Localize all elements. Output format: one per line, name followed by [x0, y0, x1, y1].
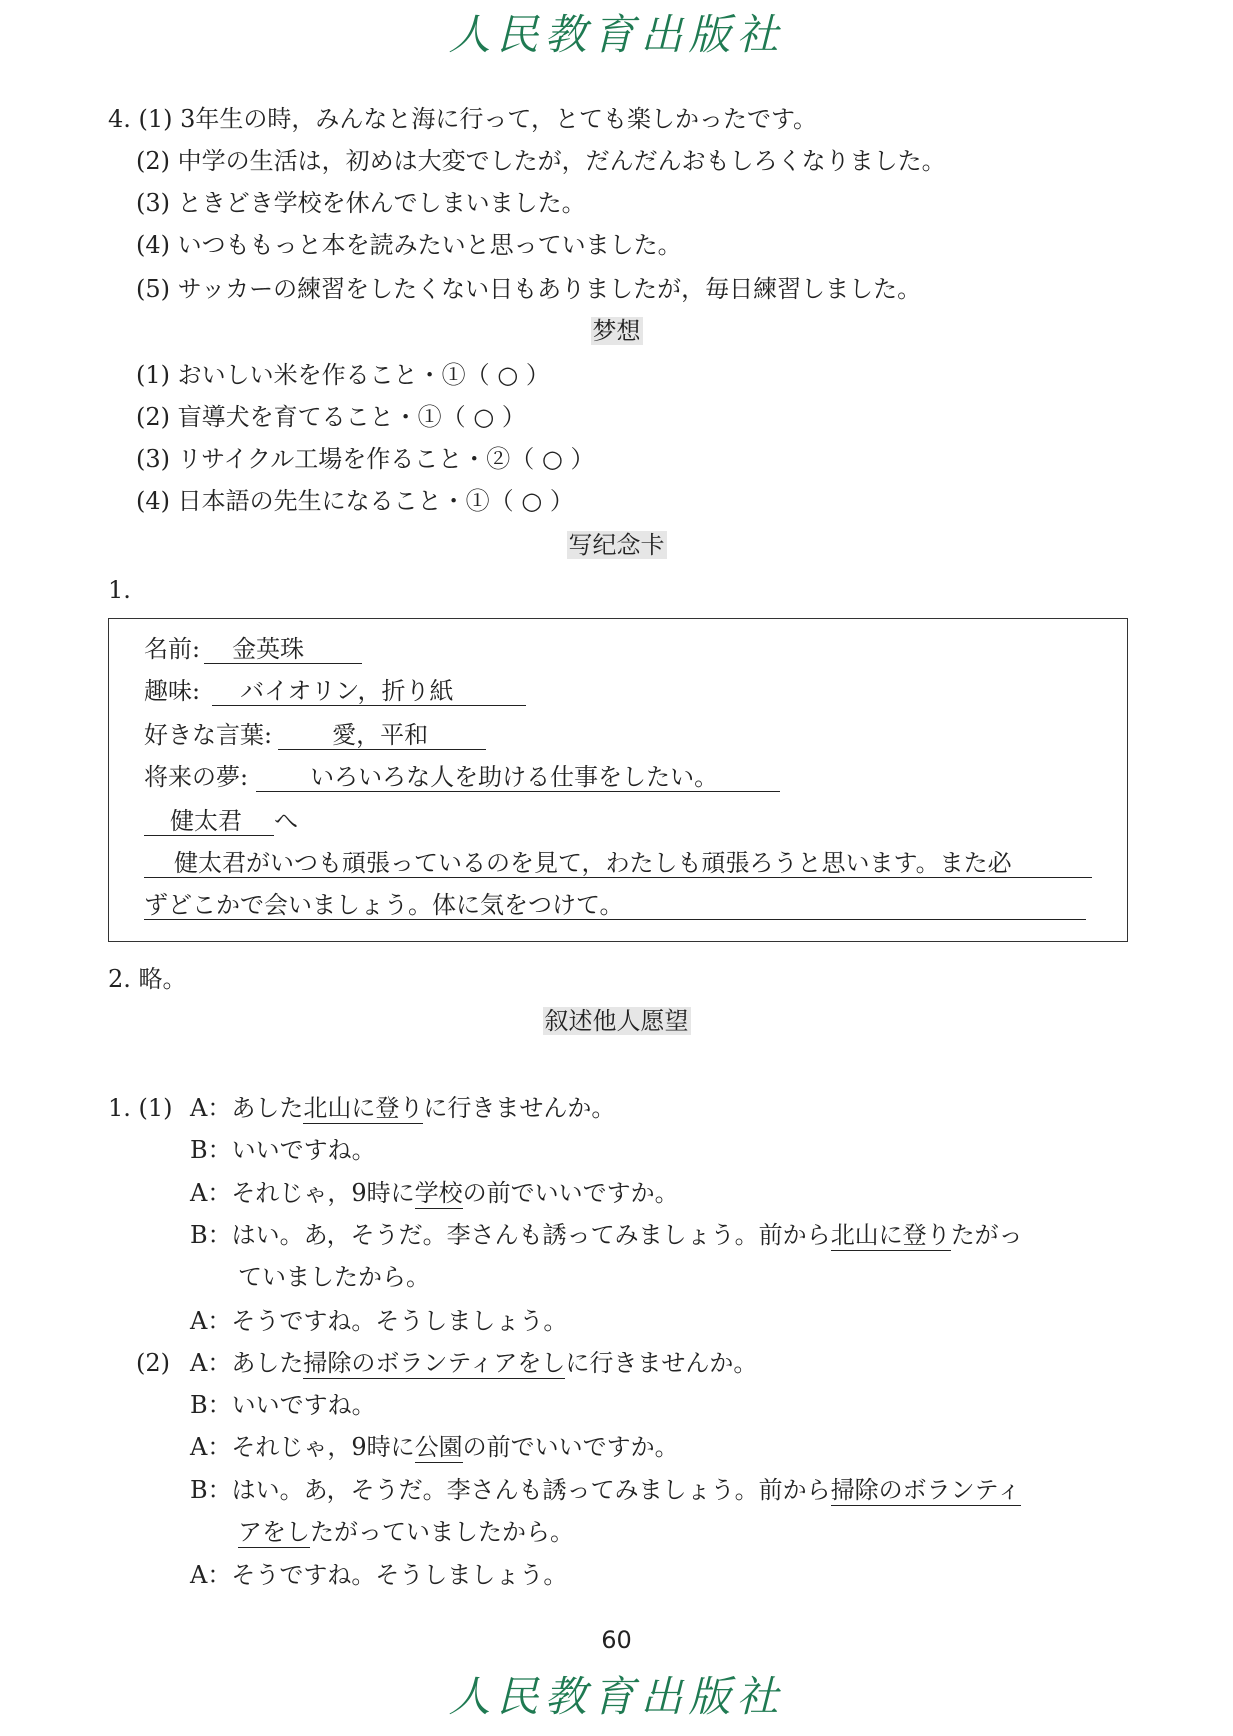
section4-item-5: (5) サッカーの練習をしたくない日もありましたが，毎日練習しました。 — [136, 275, 922, 303]
card-name-value: 金英珠 — [204, 635, 362, 664]
section4-item-1: 4. (1) 3年生の時，みんなと海に行って，とても楽しかったです。 — [108, 105, 818, 133]
card-words-row — [144, 720, 486, 750]
card-message-line-2: ずどこかで会いましょう。体に気をつけて。 — [144, 890, 1086, 920]
dialogue1-line2: B：いいですね。 — [190, 1136, 376, 1164]
card-hobby-label: 趣味: — [144, 677, 201, 705]
wish-heading: 叙述他人愿望 — [544, 1007, 689, 1035]
card-message-line-1: 健太君がいつも頑張っているのを見て，わたしも頑張ろうと思います。また必 — [144, 848, 1092, 878]
dialogue1-line1: A：あした北山に登りに行きませんか。 — [190, 1094, 616, 1122]
dialogue1-line3: A：それじゃ，9時に学校の前でいいですか。 — [190, 1179, 679, 1207]
dialogue2-number: (2) — [136, 1349, 170, 1377]
card-number-1: 1. — [108, 576, 131, 604]
dialogue1-line6: A：そうですね。そうしましょう。 — [190, 1307, 568, 1335]
section4-item-3: (3) ときどき学校を休んでしまいました。 — [136, 189, 586, 217]
dialogue2-line3: A：それじゃ，9時に公園の前でいいですか。 — [190, 1433, 679, 1461]
dialogue2-line6: A：そうですね。そうしましょう。 — [190, 1561, 568, 1589]
card-heading: 写纪念卡 — [568, 531, 665, 559]
card-hobby-value: バイオリン，折り紙 — [212, 677, 526, 706]
section4-item-2: (2) 中学の生活は，初めは大変でしたが，だんだんおもしろくなりました。 — [136, 147, 946, 175]
card-dream-value: いろいろな人を助ける仕事をしたい。 — [256, 763, 780, 792]
card-to-row — [144, 806, 298, 836]
card-name-row — [144, 634, 362, 664]
dream-item-1: (1) おいしい米を作ること・①（ ○ ） — [136, 361, 550, 389]
card-dream-row — [144, 762, 780, 792]
publisher-logo-bottom: 人民教育出版社 — [448, 1672, 785, 1721]
section4-item-4: (4) いつももっと本を読みたいと思っていました。 — [136, 231, 682, 259]
dream-item-4: (4) 日本語の先生になること・①（ ○ ） — [136, 487, 574, 515]
dialogue1-line4: B：はい。あ，そうだ。李さんも誘ってみましょう。前から北山に登りたがっ — [190, 1221, 1023, 1249]
dream-item-2: (2) 盲導犬を育てること・①（ ○ ） — [136, 403, 526, 431]
card-to-name: 健太君 — [144, 807, 274, 836]
dream-heading: 梦想 — [592, 317, 641, 345]
card-name-label: 名前: — [144, 635, 201, 663]
dream-item-3: (3) リサイクル工場を作ること・②（ ○ ） — [136, 445, 595, 473]
card-to-suffix: へ — [274, 807, 298, 835]
card-number-2: 2. 略。 — [108, 965, 187, 993]
card-dream-label: 将来の夢: — [144, 763, 249, 791]
page-number: 60 — [601, 1626, 632, 1654]
dialogue1-number: 1. (1) — [108, 1094, 173, 1122]
dialogue2-line2: B：いいですね。 — [190, 1391, 376, 1419]
card-words-label: 好きな言葉: — [144, 721, 273, 749]
card-words-value: 愛，平和 — [278, 721, 486, 750]
dialogue1-line5: ていましたから。 — [238, 1263, 430, 1291]
dialogue2-line4: B：はい。あ，そうだ。李さんも誘ってみましょう。前から掃除のボランティ — [190, 1476, 1021, 1504]
dialogue2-line5: アをしたがっていましたから。 — [238, 1518, 574, 1546]
publisher-logo-top: 人民教育出版社 — [448, 10, 785, 59]
card-hobby-row — [144, 676, 526, 706]
dialogue2-line1: A：あした掃除のボランティアをしに行きませんか。 — [190, 1349, 758, 1377]
